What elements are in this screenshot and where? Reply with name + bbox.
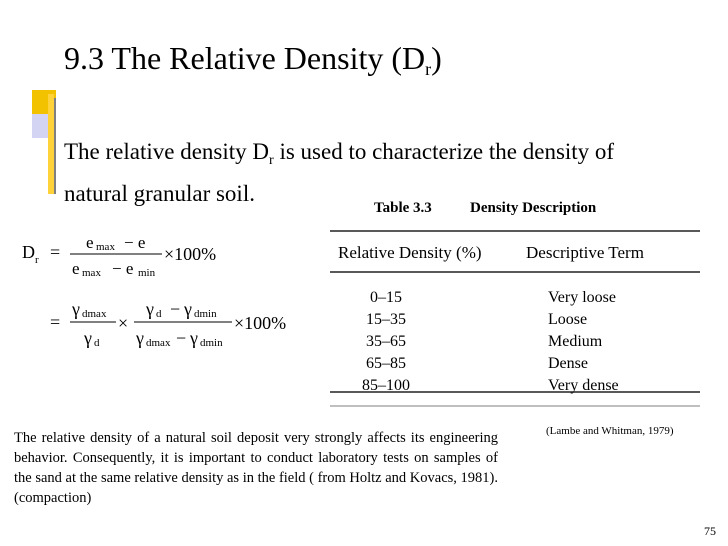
table-cell-range: 35–65 <box>366 333 406 350</box>
title-subscript: r <box>425 59 432 79</box>
formula-gamma-dmin-bot: γ <box>190 328 198 348</box>
formula-minus-emin: − e <box>112 259 134 278</box>
table-cell-range: 15–35 <box>366 311 406 328</box>
slide-title <box>64 40 442 80</box>
formula-dr: D <box>22 242 35 262</box>
formula-gamma-d: γ <box>84 328 92 348</box>
table-caption: Density Description <box>470 200 597 216</box>
formula-gamma-dmax-top: γ <box>72 299 80 319</box>
accent-line <box>54 98 56 194</box>
relative-density-formula <box>20 222 330 362</box>
table-cell-term: Very loose <box>548 289 616 306</box>
formula-emin-sub: min <box>138 267 156 279</box>
formula-minus-top: − <box>170 299 181 319</box>
title-close: ) <box>431 40 442 76</box>
formula-times: × <box>118 313 129 333</box>
table-cell-range: 0–15 <box>370 289 402 306</box>
formula-dmin-bot-sub: dmin <box>200 337 223 349</box>
formula-dmax-top-sub: dmax <box>82 308 107 320</box>
table-header-descriptive-term: Descriptive Term <box>526 243 644 262</box>
formula-minus-bot: − <box>176 328 187 348</box>
body-paragraph: The relative density of a natural soil deposit very strongly affects its engineering behavior. Consequently, it is important to conduct laboratory tests on samples of the sand at the same relative density as in the field ( from Holtz and Kovacs, 1981). (compaction) <box>14 430 498 506</box>
formula-equals-2: = <box>50 312 61 332</box>
formula-dr-sub: r <box>35 254 39 266</box>
formula-d-sub: d <box>94 337 100 349</box>
page-number: 75 <box>704 524 716 538</box>
formula-emax-bot: e <box>72 259 80 278</box>
intro-part2: is used to characterize the density of natural granular soil. <box>64 139 615 206</box>
formula-d-top-sub: d <box>156 308 162 320</box>
table-label: Table 3.3 <box>374 200 432 216</box>
formula-gamma-d-top: γ <box>146 299 154 319</box>
formula-emax-top-sub: max <box>96 241 115 253</box>
intro-part1: The relative density D <box>64 139 270 164</box>
intro-subscript: r <box>269 153 274 168</box>
table-cell-range: 85–100 <box>362 377 410 394</box>
formula-emax-bot-sub: max <box>82 267 101 279</box>
formula-equals-1: = <box>50 242 61 262</box>
formula-dmax-bot-sub: dmax <box>146 337 171 349</box>
table-rows <box>362 289 619 394</box>
formula-gamma-dmin-top: γ <box>184 299 192 319</box>
table-cell-term: Dense <box>548 355 588 372</box>
table-cell-term: Very dense <box>548 377 619 394</box>
title-text: 9.3 The Relative Density (D <box>64 40 426 76</box>
formula-times100-1: ×100% <box>164 244 217 264</box>
formula-dmin-top-sub: dmin <box>194 308 217 320</box>
formula-times100-2: ×100% <box>234 313 287 333</box>
table-cell-term: Medium <box>548 333 603 350</box>
table-header-relative-density: Relative Density (%) <box>338 243 482 262</box>
table-citation: (Lambe and Whitman, 1979) <box>546 425 674 437</box>
formula-minus-e: − e <box>124 233 146 252</box>
table-cell-term: Loose <box>548 311 588 328</box>
density-table <box>330 190 710 420</box>
table-cell-range: 65–85 <box>366 355 406 372</box>
formula-emax-top: e <box>86 233 94 252</box>
formula-gamma-dmax-bot: γ <box>136 328 144 348</box>
